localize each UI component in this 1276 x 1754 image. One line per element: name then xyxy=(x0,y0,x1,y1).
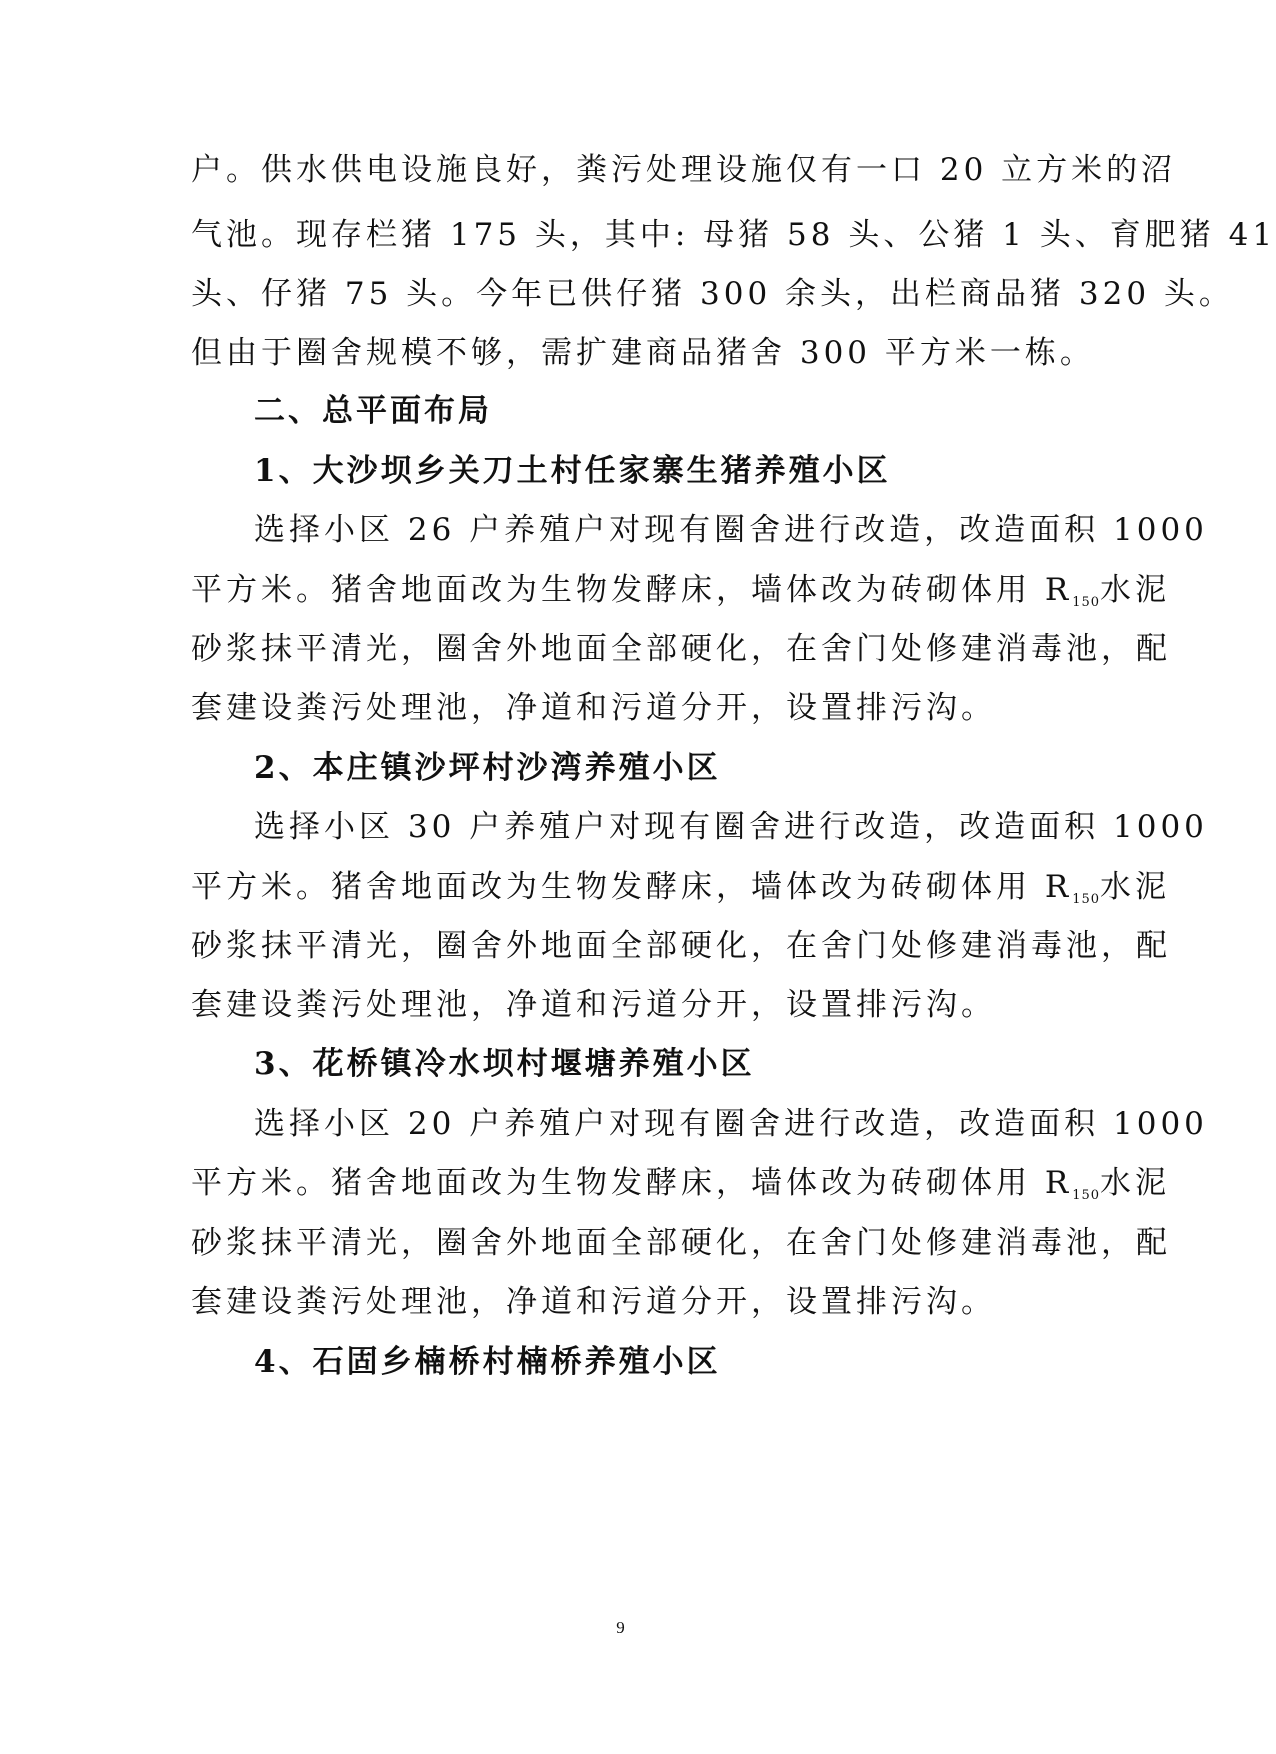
text-segment: 平方米。猪舍地面改为生物发酵床，墙体改为砖砌体用 R xyxy=(191,572,1073,608)
body-text-line: 套建设粪污处理池，净道和污道分开，设置排污沟。 xyxy=(191,1284,996,1320)
body-text-line: 头、仔猪 75 头。今年已供仔猪 300 余头，出栏商品猪 320 头。 xyxy=(191,276,1234,312)
text-segment: 水泥 xyxy=(1100,869,1171,905)
body-text-line: 气池。现存栏猪 175 头，其中: 母猪 58 头、公猪 1 头、育肥猪 41 xyxy=(191,217,1276,253)
body-text-line: 套建设粪污处理池，净道和污道分开，设置排污沟。 xyxy=(191,690,996,726)
subsection-heading: 3、花桥镇冷水坝村堰塘养殖小区 xyxy=(254,1046,755,1082)
text-segment: 平方米。猪舍地面改为生物发酵床，墙体改为砖砌体用 R xyxy=(191,1165,1073,1201)
subscript-grade: 150 xyxy=(1072,1188,1101,1203)
body-text-line xyxy=(191,560,1171,620)
body-text-line: 但由于圈舍规模不够，需扩建商品猪舍 300 平方米一栋。 xyxy=(191,335,1095,371)
body-text-line xyxy=(191,857,1171,917)
body-text-line xyxy=(191,1153,1171,1213)
text-segment: 水泥 xyxy=(1100,1165,1171,1201)
body-text-line: 套建设粪污处理池，净道和污道分开，设置排污沟。 xyxy=(191,987,996,1023)
text-segment: 平方米。猪舍地面改为生物发酵床，墙体改为砖砌体用 R xyxy=(191,869,1073,905)
body-text-line: 选择小区 20 户养殖户对现有圈舍进行改造，改造面积 1000 xyxy=(254,1106,1208,1142)
body-text-line: 砂浆抹平清光，圈舍外地面全部硬化，在舍门处修建消毒池，配 xyxy=(191,1225,1171,1261)
subscript-grade: 150 xyxy=(1072,892,1101,907)
section-heading: 二、总平面布局 xyxy=(254,393,492,429)
subscript-grade: 150 xyxy=(1072,595,1101,610)
subsection-heading: 1、大沙坝乡关刀土村任家寨生猪养殖小区 xyxy=(254,453,891,489)
body-text-line: 选择小区 26 户养殖户对现有圈舍进行改造，改造面积 1000 xyxy=(254,512,1208,548)
text-segment: 水泥 xyxy=(1100,572,1171,608)
subsection-heading: 4、石固乡楠桥村楠桥养殖小区 xyxy=(254,1344,721,1380)
body-text-line: 砂浆抹平清光，圈舍外地面全部硬化，在舍门处修建消毒池，配 xyxy=(191,631,1171,667)
body-text-line: 砂浆抹平清光，圈舍外地面全部硬化，在舍门处修建消毒池，配 xyxy=(191,928,1171,964)
subsection-heading: 2、本庄镇沙坪村沙湾养殖小区 xyxy=(254,750,721,786)
body-text-line: 选择小区 30 户养殖户对现有圈舍进行改造，改造面积 1000 xyxy=(254,809,1208,845)
page-number: 9 xyxy=(616,1618,625,1637)
body-text-line: 户。供水供电设施良好，粪污处理设施仅有一口 20 立方米的沼 xyxy=(191,152,1177,188)
